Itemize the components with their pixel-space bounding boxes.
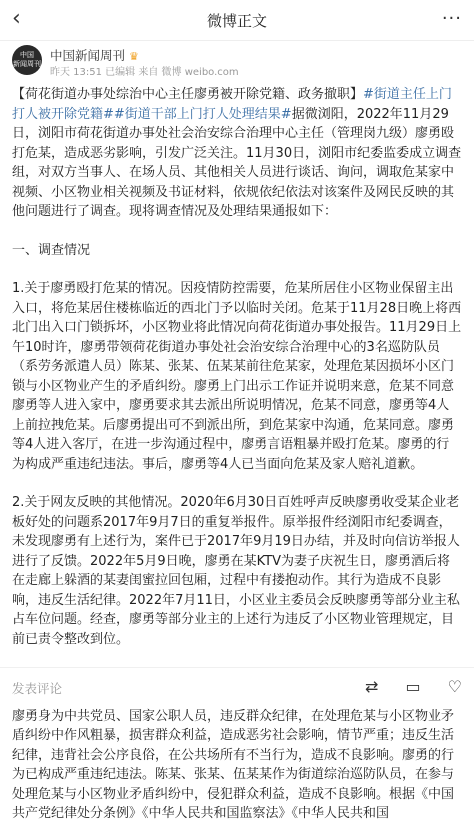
top-bar [0, 0, 474, 41]
comment-input[interactable]: 发表评论 [12, 679, 62, 697]
lead-paragraph: 【荷花街道办事处综治中心主任廖勇被开除党籍、政务撤职】#街道主任上门打人被开除党籍##街道干部上门打人处理结果#据微浏阳，2022年11月29日，浏阳市荷花街道办事处社会治安综合治理中心主任（管理岗九级）廖勇殴打危某，造成恶劣影响，引发广泛关注。11月30日，浏阳市纪委监委成立调查组，对双方当事人、在场人员、其他相关人员进行谈话、询问，调取危某家中视频、小区物业相关视频及书证材料，依规依纪依法对该案件及网民反映的其他问题进行了调查。现将调查情况及处理结果通报如下： [12, 85, 462, 222]
comment-icon[interactable]: ▭ [405, 677, 420, 696]
bottom-bar [0, 667, 474, 708]
verified-crown-icon: ♛ [129, 50, 139, 63]
post-body [0, 85, 474, 824]
more-dots-icon[interactable]: ··· [442, 8, 462, 29]
like-icon[interactable]: ♡ [448, 677, 462, 696]
avatar[interactable]: 中国 新闻周刊 [12, 45, 42, 75]
action-icons [343, 677, 462, 696]
post-meta: 昨天 13:51 已编辑 来自 微博 weibo.com [50, 63, 239, 78]
author-name[interactable]: 中国新闻周刊 ♛ [50, 46, 139, 64]
page-title: 微博正文 [0, 10, 474, 31]
paragraph: 2.关于网友反映的其他情况。2020年6月30日百姓呼声反映廖勇收受某企业老板好处的问题系2017年9月7日的重复举报件。原举报件经浏阳市纪委调查，未发现廖勇有上述行为，案件已于2017年9月19日办结，并及时向信访举报人进行了反馈。2022年5月9日晚，廖勇在某KTV为妻子庆祝生日，廖勇酒后将在走廊上躲酒的某妻闺蜜拉回包厢，过程中有搂抱动作。其行为造成不良影响，违反生活纪律。2022年7月11日，小区业主委员会反映廖勇等部分业主私占车位问题。经查，廖勇等部分业主的上述行为违反了小区物业管理规定，目前已责令整改到位。 [12, 493, 462, 649]
paragraph: 廖勇身为中共党员、国家公职人员，违反群众纪律，在处理危某与小区物业矛盾纠纷中作风粗暴，损害群众利益，造成恶劣社会影响，情节严重；违反生活纪律，违背社会公序良俗，在公共场所有不当行为，造成不良影响。廖勇的行为已构成严重违纪违法。陈某、张某、伍某某作为街道综治巡防队员，在参与 [12, 707, 462, 824]
section-heading: 一、调查情况 [12, 241, 462, 261]
section-heading: 二、处理结果 [12, 668, 462, 688]
hashtag-link[interactable]: #街道主任上门打人被开除党籍# [12, 87, 452, 122]
hashtag-link[interactable]: #街道干部上门打人处理结果# [114, 107, 292, 122]
paragraph: 1.关于廖勇殴打危某的情况。因疫情防控需要，危某所居住小区物业保留主出入口，将危某居住楼栋临近的西北门予以临时关闭。危某于11月28日晚上将西北门出入口门锁拆坏，小区物业将此情况向荷花街道办事处报告。11月29日上午10时许，廖勇带领荷花街道办事处社会治安综合治理中心的3名巡防队员（系劳务派遣人员）陈某、张某、伍某某前往危某家，处理危某因损坏小区门锁与小区物业产生的矛盾纠纷。廖勇上门出示工作证并说明来意，危某不同意廖勇等人进入家中，廖勇要求其去派出所说明情况，危某不同意，廖勇等4人上前拉拽危某。后廖勇提出可不到派出所，到危某家中沟通，危某同意。廖勇等4人进入客厅，在进一步沟通过程中，廖勇言语粗暴并殴打危某。廖勇的行为构成严重违纪违法。事后，廖勇等4人已当面向危某及家人赔礼道歉。 [12, 279, 462, 474]
repost-icon[interactable]: ⇄ [365, 677, 378, 696]
chevron-left-icon[interactable]: ‹ [12, 8, 36, 32]
author-row[interactable] [0, 41, 474, 85]
